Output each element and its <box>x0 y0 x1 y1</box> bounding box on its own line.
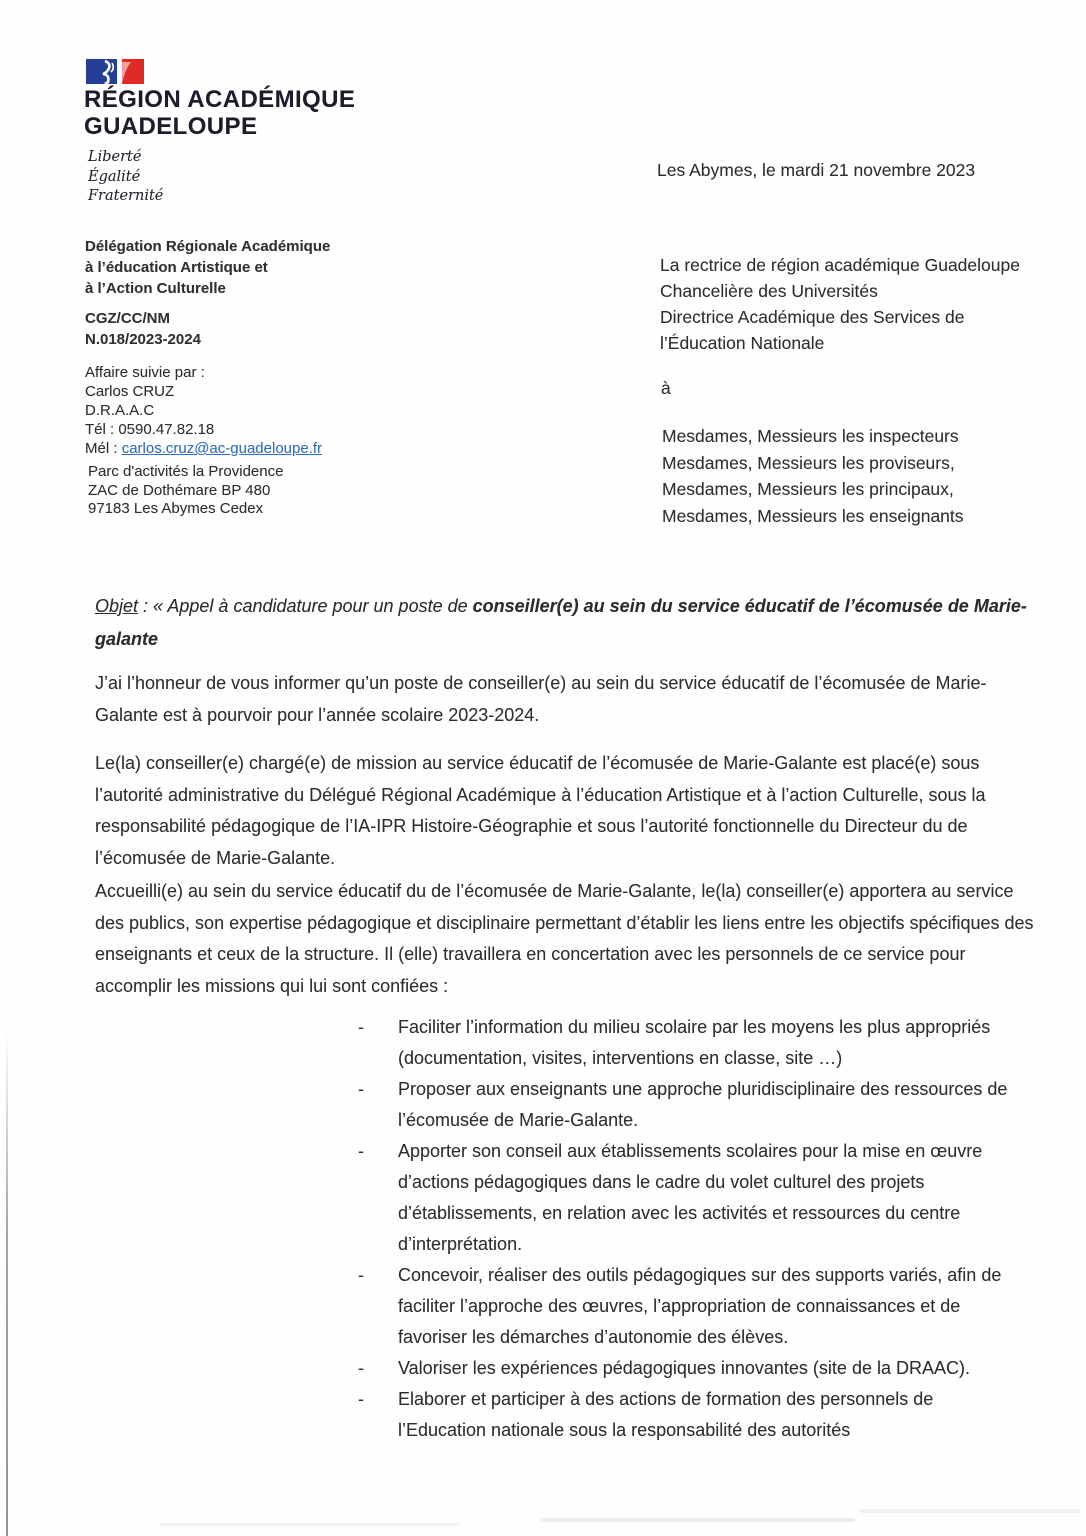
subject-intro: Appel à candidature pour un poste de <box>167 596 473 616</box>
author-titles-block <box>660 252 1020 356</box>
author-title-line: Directrice Académique des Services de <box>660 307 965 327</box>
sender-service-line: à l’éducation Artistique et <box>85 259 268 276</box>
region-title-line1: RÉGION ACADÉMIQUE <box>84 86 356 113</box>
contact-followed-by-label: Affaire suivie par : <box>85 364 205 381</box>
missions-list <box>358 1012 1020 1446</box>
dash-bullet-marker: - <box>358 1017 364 1037</box>
list-item-text: Apporter son conseil aux établissements scolaires pour la mise en œuvre d’actions pédagogiques dans le cadre du volet culturel des projets d’établissements, en relation avec les activités et ressources du centre d’interprétation. <box>398 1141 983 1254</box>
list-item <box>358 1353 1020 1384</box>
dash-bullet-marker: - <box>358 1389 364 1409</box>
recipient-line: Mesdames, Messieurs les proviseurs, <box>662 452 955 473</box>
subject-line <box>95 590 1030 656</box>
address-line: 97183 Les Abymes Cedex <box>88 500 264 517</box>
list-item-text: Faciliter l’information du milieu scolaire par les moyens les plus appropriés (documentation, visites, interventions en classe, site …) <box>398 1017 991 1068</box>
recipient-line: Mesdames, Messieurs les inspecteurs <box>662 426 959 446</box>
recipient-line: Mesdames, Messieurs les principaux, <box>662 479 954 499</box>
ref-initials: CGZ/CC/NM <box>85 310 170 327</box>
sender-service-block <box>85 236 330 299</box>
contact-name: Carlos CRUZ <box>85 383 175 400</box>
scan-artifact-smudge <box>160 1523 460 1526</box>
contact-service: D.R.A.A.C <box>85 402 155 419</box>
dash-bullet-marker: - <box>358 1265 364 1285</box>
to-preposition: à <box>661 378 671 398</box>
subject-label: Objet <box>95 596 139 616</box>
recipients-block <box>662 423 964 529</box>
recipient-line: Mesdames, Messieurs les enseignants <box>662 505 964 526</box>
ref-number: N.018/2023-2024 <box>85 331 201 348</box>
contact-phone: Tél : 0590.47.82.18 <box>85 421 215 438</box>
motto-egalite: Égalité <box>88 168 141 185</box>
paragraph-3: Accueilli(e) au sein du service éducatif du de l’écomusée de Marie-Galante, le(la) conseiller(e) apportera au service des publics, son expertise pédagogique et disciplinaire permettant d’établir les liens entre les objectifs spécifiques des enseignants et ceux de la structure. Il (elle) travaillera en concertation avec les personnels de ce service pour accomplir les missions qui lui sont confiées : <box>95 881 1034 996</box>
subject-bold-text: conseiller(e) au sein du service éducatif de l’écomusée de Marie-galante <box>95 596 1027 649</box>
list-item <box>358 1136 1020 1260</box>
address-line: Parc d'activités la Providence <box>88 463 284 480</box>
author-title-line: l’Éducation Nationale <box>660 333 825 353</box>
dash-bullet-marker: - <box>358 1141 364 1161</box>
contact-block <box>85 364 322 459</box>
scan-artifact-left-edge-line <box>6 1030 8 1536</box>
contact-email-line <box>85 440 322 459</box>
motto-liberte: Liberté <box>88 149 142 165</box>
scan-artifact-smudge <box>860 1509 1080 1513</box>
sender-service-line: à l’Action Culturelle <box>85 280 226 297</box>
paragraph-2: Le(la) conseiller(e) chargé(e) de mission au service éducatif de l’écomusée de Marie-Galante est placé(e) sous l’autorité administrative du Délégué Régional Académique à l’éducation Artistique et à l’action Culturelle, sous la responsabilité pédagogique de l’IA-IPR Histoire-Géographie et sous l’autorité fonctionnelle du Directeur du de l’écomusée de Marie-Galante. <box>95 753 986 868</box>
list-item-text: Elaborer et participer à des actions de formation des personnels de l’Education nationale sous la responsabilité des autorités <box>398 1389 934 1440</box>
dash-bullet-marker: - <box>358 1358 364 1378</box>
dash-bullet-marker: - <box>358 1079 364 1099</box>
french-republic-flag-logo <box>86 56 144 88</box>
list-item-text: Valoriser les expériences pédagogiques innovantes (site de la DRAAC). <box>398 1358 970 1378</box>
scan-artifact-smudge <box>540 1518 855 1522</box>
contact-email-link[interactable]: carlos.cruz@ac-guadeloupe.fr <box>121 440 323 457</box>
marianne-flag-icon <box>86 56 144 88</box>
sender-service-line: Délégation Régionale Académique <box>85 238 331 255</box>
postal-address-block <box>88 463 283 519</box>
list-item <box>358 1012 1020 1074</box>
contact-email-label: Mél : <box>85 440 122 457</box>
author-title-line: La rectrice de région académique Guadeloupe <box>660 255 1020 275</box>
region-academique-title <box>84 86 355 140</box>
paragraph-1: J’ai l’honneur de vous informer qu’un poste de conseiller(e) au sein du service éducatif de l’écomusée de Marie-Galante est à pourvoir pour l’année scolaire 2023-2024. <box>95 673 987 725</box>
republic-motto <box>88 148 163 207</box>
list-item-text: Proposer aux enseignants une approche pluridisciplinaire des ressources de l’écomusée de Marie-Galante. <box>398 1079 1008 1130</box>
list-item <box>358 1260 1020 1353</box>
list-item <box>358 1384 1020 1446</box>
region-title-line2: GUADELOUPE <box>84 113 258 140</box>
place-date-line: Les Abymes, le mardi 21 novembre 2023 <box>657 160 976 180</box>
author-title-line: Chancelière des Universités <box>660 281 878 301</box>
address-line: ZAC de Dothémare BP 480 <box>88 481 271 499</box>
subject-separator: : « <box>138 596 168 616</box>
list-item-text: Concevoir, réaliser des outils pédagogiques sur des supports variés, afin de faciliter l’approche des œuvres, l’appropriation de connaissances et de favoriser les démarches d’autonomie des élèves. <box>398 1265 1002 1347</box>
motto-fraternite: Fraternité <box>88 188 164 204</box>
reference-number-block <box>85 308 201 350</box>
list-item <box>358 1074 1020 1136</box>
